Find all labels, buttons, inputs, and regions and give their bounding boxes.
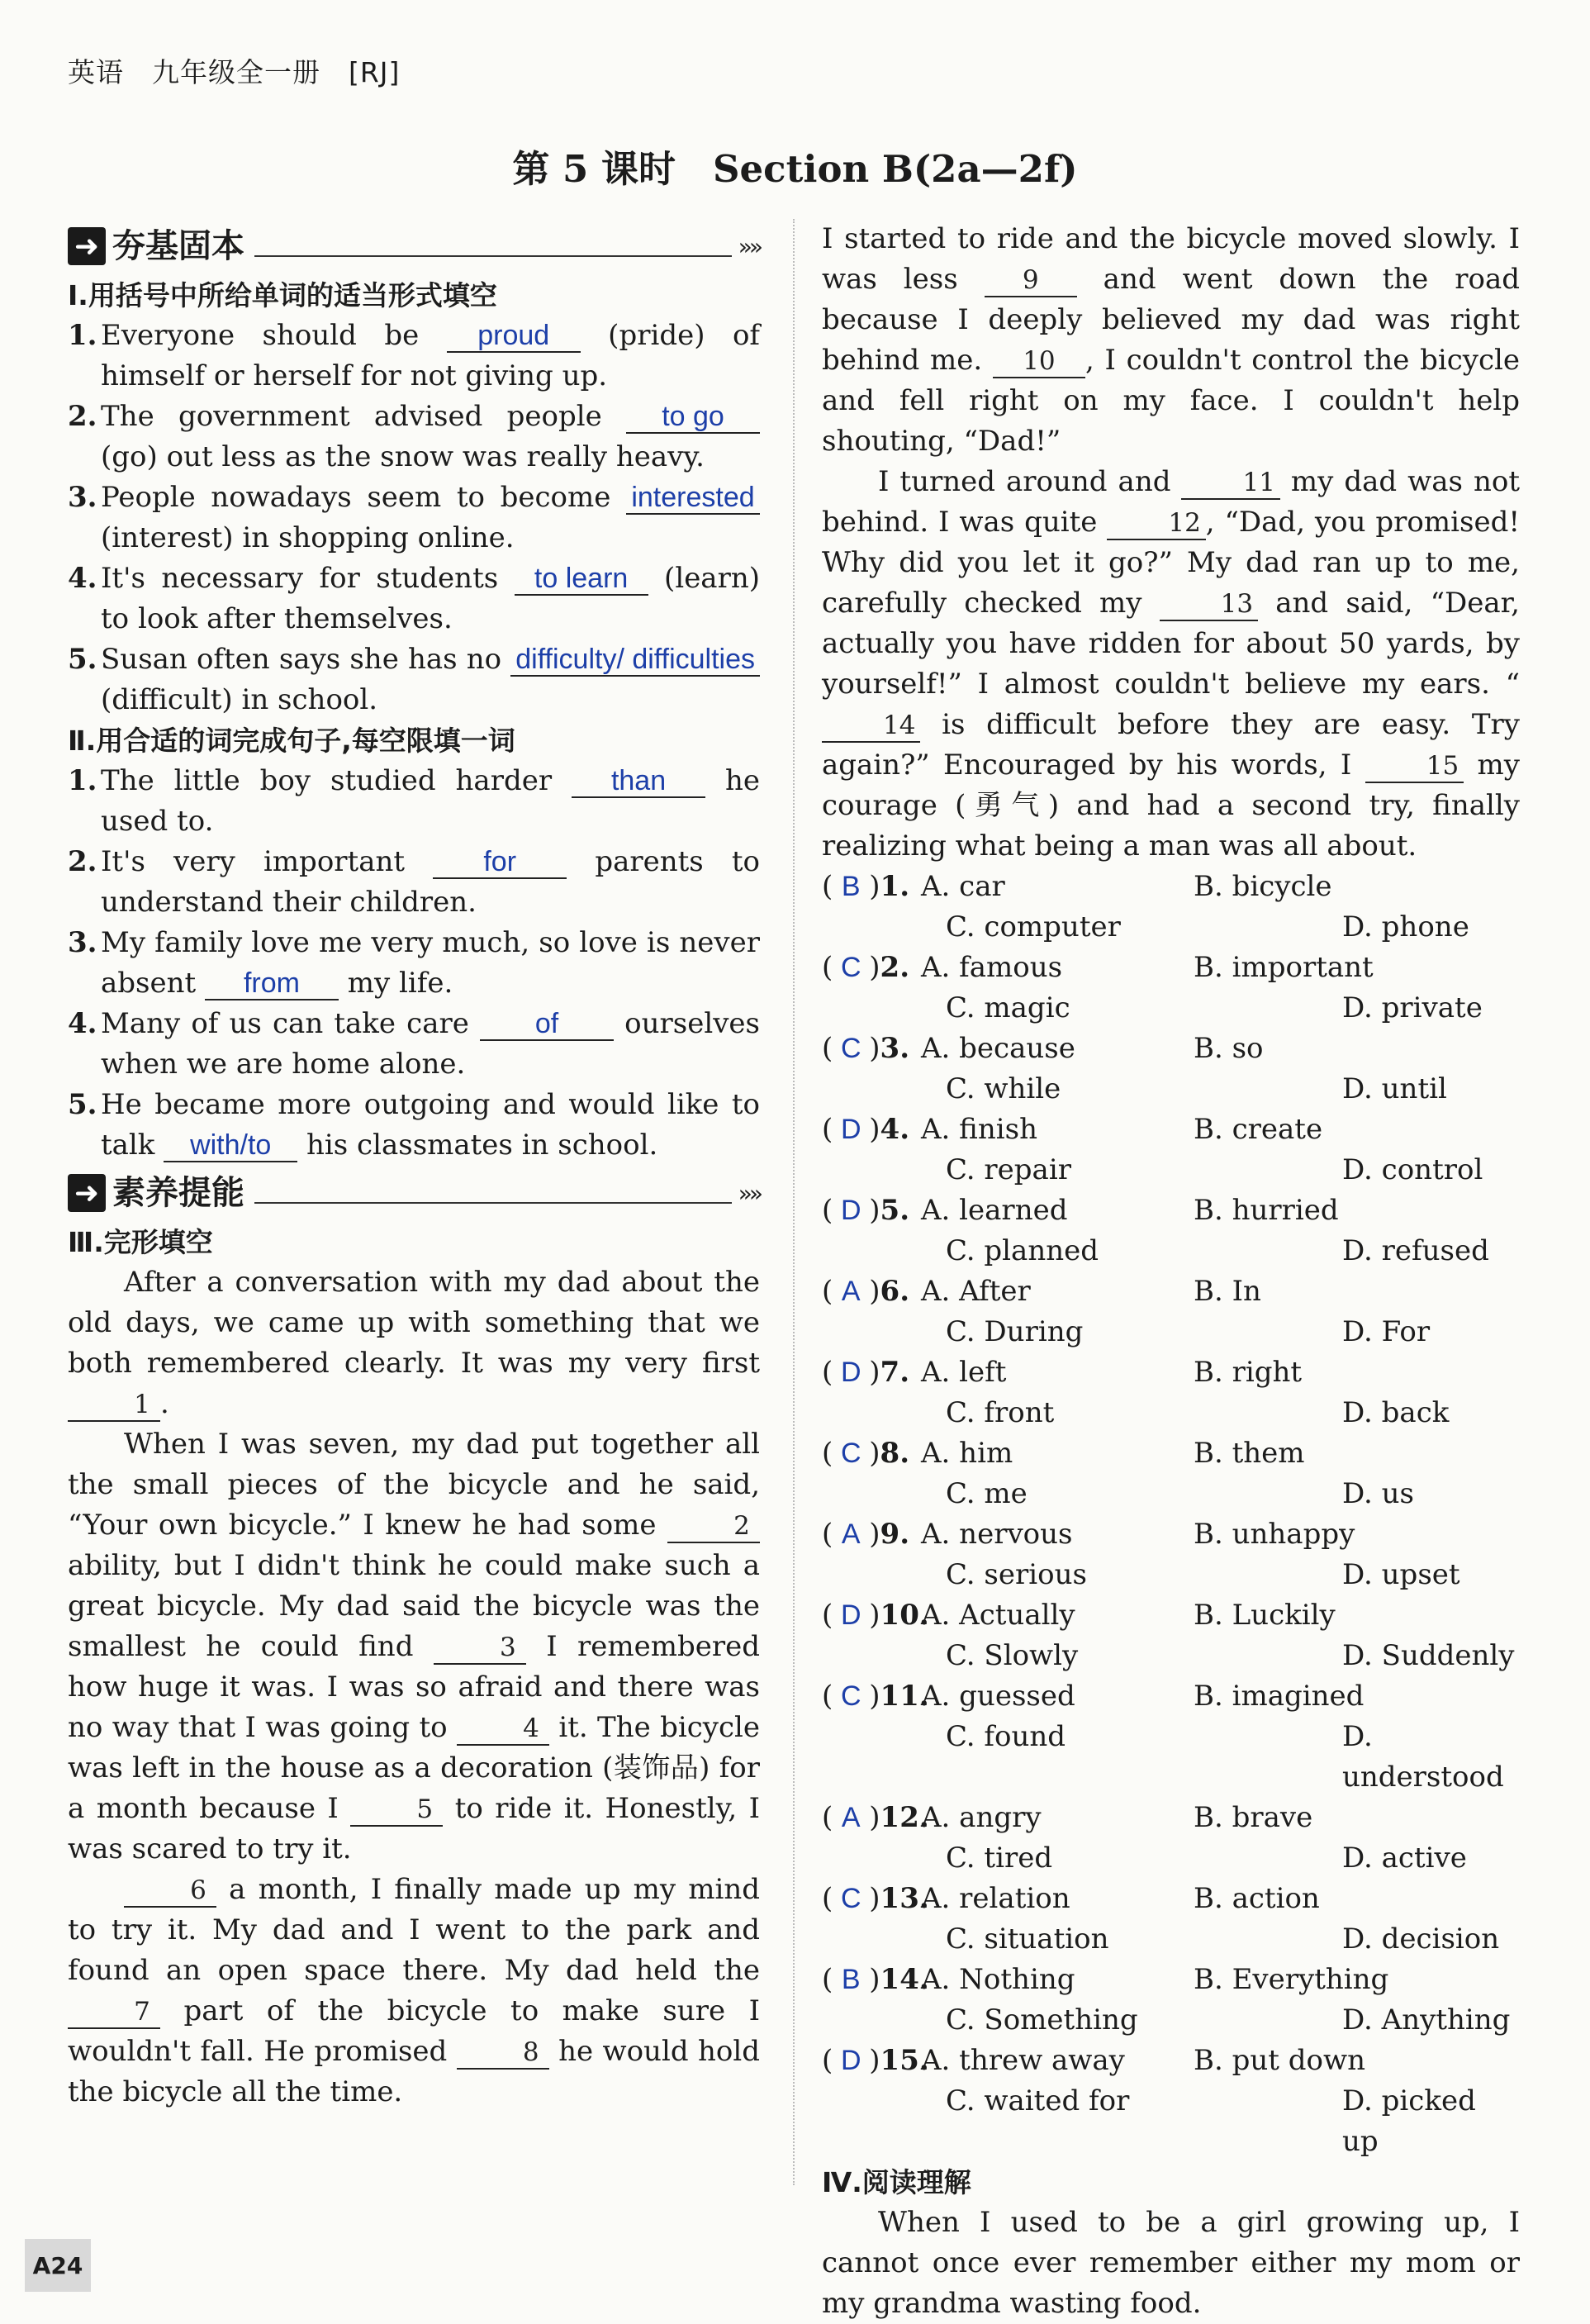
choice-number: 15.: [880, 2044, 929, 2077]
arrow-icon: ➜: [68, 1174, 106, 1212]
left-column: [68, 219, 760, 2113]
option-a: A. left: [921, 1356, 1007, 1389]
question-item: [68, 923, 760, 1004]
answer-letter: A: [841, 1802, 861, 1833]
choice-number: 14.: [880, 1963, 929, 1996]
choice-number: 1.: [880, 870, 910, 903]
choice-answer: ( C )8.: [822, 1433, 921, 1474]
answer-letter: C: [840, 1883, 861, 1914]
option-c: C. me: [946, 1477, 1028, 1510]
question-number: 1.: [68, 764, 97, 797]
cloze-blank: 11: [1181, 467, 1279, 500]
choice-row: [822, 1555, 1520, 1595]
question-number: 5.: [68, 1088, 97, 1121]
choice-row: [822, 1312, 1520, 1352]
option-c: C. found: [946, 1720, 1066, 1753]
passage-paragraph: After a conversation with my dad about the old days, we came up with something that we both remembered clearly. It was my very first 1 .: [68, 1266, 760, 1420]
choice-answer: ( D )15.: [822, 2041, 921, 2081]
choice-number: 12.: [880, 1801, 929, 1834]
question-item: [68, 316, 760, 397]
choice-answer: ( A )6.: [822, 1271, 921, 1312]
answer-blank: to go: [626, 401, 760, 434]
choice-row: [822, 1960, 1520, 2000]
option-b: B. In: [1194, 1275, 1261, 1308]
option-c: C. tired: [946, 1842, 1053, 1875]
option-d: D. private: [1342, 991, 1483, 1024]
part-title: Ⅰ.用括号中所给单词的适当形式填空: [68, 279, 497, 311]
cloze-blank: 9: [985, 264, 1077, 297]
cloze-blank: 15: [1365, 750, 1464, 783]
question-text: Susan often says she has no difficulty/ difficulties (difficult) in school.: [101, 639, 760, 720]
section-title: 夯基固本: [112, 226, 244, 265]
question-number: 5.: [68, 643, 97, 676]
choice-number: 3.: [880, 1032, 910, 1065]
option-d: D. active: [1342, 1842, 1467, 1875]
right-column: [822, 219, 1520, 2324]
cloze-passage: [68, 1262, 760, 2113]
option-b: B. Luckily: [1194, 1599, 1336, 1632]
option-c: C. computer: [946, 910, 1121, 943]
option-c: C. Something: [946, 2003, 1138, 2036]
option-c: C. During: [946, 1315, 1084, 1348]
option-a: A. nervous: [921, 1518, 1073, 1551]
option-d: D. Suddenly: [1342, 1639, 1515, 1672]
cloze-blank: 8: [457, 2036, 549, 2070]
answer-blank: of: [480, 1008, 614, 1041]
choice-answer: ( D )10.: [822, 1595, 921, 1636]
chevrons-icon: »»: [738, 1179, 760, 1207]
option-b: B. imagined: [1194, 1680, 1365, 1713]
choice-number: 5.: [880, 1194, 910, 1227]
option-a: A. because: [921, 1032, 1075, 1065]
arrow-icon: ➜: [68, 227, 106, 265]
choice-row: [822, 1352, 1520, 1393]
choice-answer: ( A )9.: [822, 1514, 921, 1555]
option-d: D. refused: [1342, 1234, 1489, 1267]
choice-answer: ( C )2.: [822, 948, 921, 988]
question-item: [68, 1004, 760, 1085]
option-d: D. picked up: [1342, 2084, 1476, 2158]
part1-questions: [68, 316, 760, 720]
choice-answer: ( B )1.: [822, 867, 921, 907]
choice-number: 9.: [880, 1518, 910, 1551]
option-b: B. brave: [1194, 1801, 1313, 1834]
option-b: B. put down: [1194, 2044, 1365, 2077]
choice-row: [822, 1231, 1520, 1271]
option-a: A. finish: [921, 1113, 1037, 1146]
answer-letter: C: [840, 1680, 861, 1712]
choice-row: [822, 1514, 1520, 1555]
option-d: D. phone: [1342, 910, 1469, 943]
option-a: A. Nothing: [921, 1963, 1075, 1996]
option-c: C. repair: [946, 1153, 1071, 1186]
option-b: B. bicycle: [1194, 870, 1332, 903]
part-title: Ⅲ.完形填空: [68, 1226, 213, 1258]
section-header-2: [68, 1167, 760, 1219]
question-text: It's very important for parents to understand their children.: [101, 845, 761, 919]
option-b: B. so: [1194, 1032, 1264, 1065]
answer-letter: D: [840, 1357, 861, 1388]
option-d: D. decision: [1342, 1922, 1500, 1956]
choice-row: [822, 1919, 1520, 1960]
question-item: [68, 558, 760, 639]
option-d: D. Anything: [1342, 2003, 1511, 2036]
choice-row: [822, 1595, 1520, 1636]
choice-answer: ( C )3.: [822, 1029, 921, 1069]
chevrons-icon: »»: [738, 232, 760, 260]
page-header: 英语 九年级全一册 [RJ]: [68, 56, 401, 88]
choice-number: 10.: [880, 1599, 929, 1632]
option-c: C. planned: [946, 1234, 1099, 1267]
option-b: B. unhappy: [1194, 1518, 1355, 1551]
option-a: A. famous: [921, 951, 1063, 984]
reading-text: When I used to be a girl growing up, I cannot once ever remember either my mom or my grandma wasting food.: [822, 2206, 1520, 2320]
option-a: A. learned: [921, 1194, 1068, 1227]
option-d: D. upset: [1342, 1558, 1460, 1591]
part2-questions: [68, 761, 760, 1166]
option-b: B. create: [1194, 1113, 1323, 1146]
question-text: The government advised people to go (go) out less as the snow was really heavy.: [101, 397, 760, 478]
choice-row: [822, 867, 1520, 907]
passage-paragraph: I started to ride and the bicycle moved slowly. I was less 9 and went down the road because I deeply believed my dad was right behind me. 10 , I couldn't control the bicycle and fell right on my face. I couldn't help shouting, “Dad!”: [822, 222, 1520, 458]
option-b: B. action: [1194, 1882, 1320, 1915]
option-a: A. threw away: [921, 2044, 1125, 2077]
question-item: [68, 478, 760, 558]
option-b: B. right: [1194, 1356, 1303, 1389]
answer-letter: D: [840, 1599, 861, 1631]
answer-letter: B: [841, 1964, 861, 1995]
question-number: 3.: [68, 926, 97, 959]
answer-blank: proud: [447, 320, 581, 353]
choice-number: 8.: [880, 1437, 910, 1470]
choice-row: [822, 948, 1520, 988]
option-c: C. serious: [946, 1558, 1087, 1591]
choice-row: [822, 1271, 1520, 1312]
option-d: D. For: [1342, 1315, 1431, 1348]
cloze-blank: 6: [124, 1875, 216, 1908]
choice-answer: ( A )12.: [822, 1798, 921, 1838]
cloze-blank: 5: [350, 1794, 443, 1827]
choice-row: [822, 2000, 1520, 2041]
question-item: [68, 639, 760, 720]
choice-number: 7.: [880, 1356, 910, 1389]
section-header-1: [68, 221, 760, 272]
answer-blank: for: [433, 846, 567, 879]
option-d: D. back: [1342, 1396, 1450, 1429]
choice-number: 13.: [880, 1882, 929, 1915]
answer-letter: A: [841, 1518, 861, 1550]
option-c: C. magic: [946, 991, 1070, 1024]
cloze-blank: 13: [1160, 588, 1258, 621]
passage-paragraph: 6 a month, I finally made up my mind to try it. My dad and I went to the park and found an open space there. My dad held the 7 part of the bicycle to make sure I wouldn't fall. He promised 8 he would hold the bicycle all the time.: [68, 1873, 760, 2108]
answer-letter: D: [840, 1195, 861, 1226]
divider: [254, 235, 732, 257]
cloze-blank: 14: [822, 710, 920, 743]
choice-number: 4.: [880, 1113, 910, 1146]
answer-letter: C: [840, 1033, 861, 1064]
choice-row: [822, 907, 1520, 948]
choice-answer: ( C )11.: [822, 1676, 921, 1717]
cloze-blank: 7: [68, 1996, 160, 2029]
question-number: 4.: [68, 1007, 97, 1040]
choice-row: [822, 1150, 1520, 1191]
answer-letter: B: [841, 871, 861, 902]
choice-row: [822, 1191, 1520, 1231]
option-d: D. until: [1342, 1072, 1447, 1105]
answer-blank: than: [572, 765, 705, 798]
option-b: B. hurried: [1194, 1194, 1339, 1227]
choice-row: [822, 1717, 1520, 1798]
option-d: D. control: [1342, 1153, 1483, 1186]
question-item: [68, 1085, 760, 1166]
question-text: It's necessary for students to learn (learn) to look after themselves.: [101, 562, 760, 635]
answer-letter: C: [840, 952, 861, 983]
answer-blank: to learn: [515, 563, 648, 596]
option-a: A. him: [921, 1437, 1013, 1470]
choice-answer: ( C )13.: [822, 1879, 921, 1919]
choice-answer: ( D )5.: [822, 1191, 921, 1231]
cloze-blank: 12: [1107, 507, 1205, 540]
question-number: 2.: [68, 400, 97, 433]
question-number: 1.: [68, 319, 97, 352]
option-b: B. important: [1194, 951, 1374, 984]
question-text: The little boy studied harder than he used to.: [101, 764, 760, 838]
column-divider: [793, 219, 795, 2185]
option-d: D. understood: [1342, 1720, 1504, 1794]
option-b: B. them: [1194, 1437, 1305, 1470]
question-text: He became more outgoing and would like to talk with/to his classmates in school.: [101, 1088, 760, 1162]
option-c: C. while: [946, 1072, 1061, 1105]
choice-row: [822, 1636, 1520, 1676]
choice-list: [822, 867, 1520, 2162]
passage-paragraph: When I was seven, my dad put together all the small pieces of the bicycle and he said, “Your own bicycle.” I knew he had some 2 ability, but I didn't think he could make such a great bicycle. My dad said the bicycle was the smallest he could find 3 I remembered how huge it was. I was so afraid and there was no way that I was going to 4 it. The bicycle was left in the house as a decoration (装饰品) for a month because I 5 to ride it. Honestly, I was scared to try it.: [68, 1428, 760, 1865]
option-d: D. us: [1342, 1477, 1415, 1510]
choice-row: [822, 1798, 1520, 1838]
option-a: A. car: [921, 870, 1005, 903]
choice-row: [822, 988, 1520, 1029]
choice-number: 2.: [880, 951, 910, 984]
choice-row: [822, 1029, 1520, 1069]
option-c: C. waited for: [946, 2084, 1130, 2117]
option-a: A. angry: [921, 1801, 1042, 1834]
question-number: 4.: [68, 562, 97, 595]
question-text: My family love me very much, so love is never absent from my life.: [101, 926, 760, 1000]
answer-letter: D: [840, 2045, 861, 2076]
cloze-blank: 2: [667, 1510, 760, 1543]
option-a: A. Actually: [921, 1599, 1075, 1632]
option-c: C. front: [946, 1396, 1055, 1429]
option-a: A. guessed: [921, 1680, 1075, 1713]
option-a: A. relation: [921, 1882, 1070, 1915]
choice-row: [822, 1393, 1520, 1433]
question-item: [68, 761, 760, 842]
choice-row: [822, 1676, 1520, 1717]
question-number: 2.: [68, 845, 97, 878]
answer-letter: C: [840, 1438, 861, 1469]
cloze-blank: 1: [68, 1389, 160, 1422]
question-text: Many of us can take care of ourselves when we are home alone.: [101, 1007, 760, 1081]
cloze-blank: 3: [434, 1632, 526, 1665]
answer-letter: A: [841, 1276, 861, 1307]
passage-paragraph: I turned around and 11 my dad was not behind. I was quite 12 , “Dad, you promised! Why did you let it go?” My dad ran up to me, carefully checked my 13 and said, “Dear, actually you have ridden for about 50 yards, by yourself!” I almost couldn't believe my ears. “14 is difficult before they are easy. Try again?” Encouraged by his words, I 15 my courage (勇气) and had a second try, finally realizing what being a man was all about.: [822, 465, 1520, 863]
choice-row: [822, 1110, 1520, 1150]
page-number: A24: [25, 2239, 91, 2292]
part-title: Ⅱ.用合适的词完成句子,每空限填一词: [68, 725, 515, 757]
answer-blank: interested: [626, 482, 760, 515]
cloze-blank: 10: [993, 345, 1085, 378]
option-c: C. situation: [946, 1922, 1109, 1956]
option-b: B. Everything: [1194, 1963, 1389, 1996]
part-title: Ⅳ.阅读理解: [822, 2166, 971, 2198]
question-text: Everyone should be proud (pride) of himself or herself for not giving up.: [101, 319, 760, 392]
choice-row: [822, 1879, 1520, 1919]
answer-letter: D: [840, 1114, 861, 1145]
choice-answer: ( B )14.: [822, 1960, 921, 2000]
choice-row: [822, 2081, 1520, 2162]
divider: [254, 1182, 732, 1204]
section-title: 素养提能: [112, 1173, 244, 1212]
choice-answer: ( D )7.: [822, 1352, 921, 1393]
question-item: [68, 842, 760, 923]
cloze-blank: 4: [457, 1713, 549, 1746]
choice-row: [822, 1474, 1520, 1514]
option-a: A. After: [921, 1275, 1031, 1308]
question-text: People nowadays seem to become interested (interest) in shopping online.: [101, 478, 760, 558]
answer-blank: with/to: [164, 1129, 297, 1162]
choice-number: 11.: [880, 1680, 929, 1713]
option-c: C. Slowly: [946, 1639, 1079, 1672]
choice-answer: ( D )4.: [822, 1110, 921, 1150]
choice-row: [822, 1069, 1520, 1110]
answer-blank: difficulty/ difficulties: [510, 644, 760, 677]
choice-row: [822, 1838, 1520, 1879]
choice-row: [822, 1433, 1520, 1474]
choice-number: 6.: [880, 1275, 910, 1308]
lesson-title: 第 5 课时 Section B(2a—2f): [512, 147, 1078, 191]
answer-blank: from: [205, 967, 339, 1000]
question-number: 3.: [68, 481, 97, 514]
cloze-passage-continued: [822, 219, 1520, 867]
choice-row: [822, 2041, 1520, 2081]
question-item: [68, 397, 760, 478]
